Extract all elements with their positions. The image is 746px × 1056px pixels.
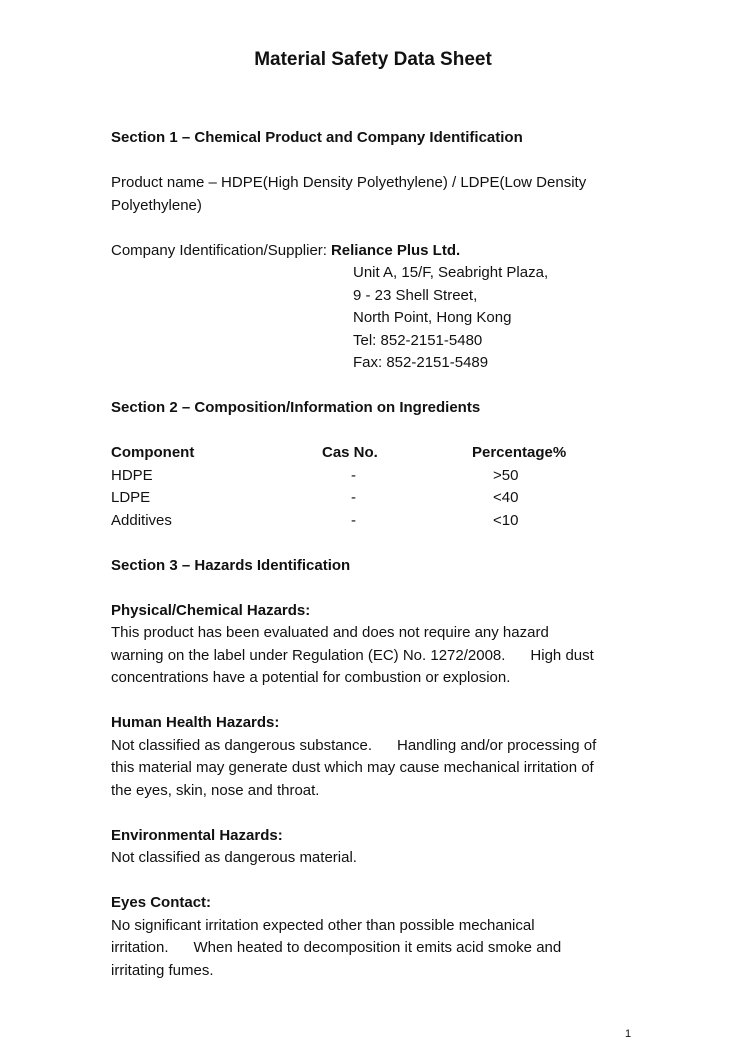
spacer [111, 375, 651, 398]
composition-table-header [111, 442, 651, 465]
address-line: North Point, Hong Kong [353, 309, 512, 326]
environmental-hazards-line: Not classified as dangerous material. [111, 849, 357, 866]
environmental-hazards-title: Environmental Hazards: [111, 826, 283, 844]
physical-hazards-line: This product has been evaluated and does not require any hazard [111, 624, 549, 641]
cas-cell: - [351, 466, 356, 484]
percentage-cell: <40 [493, 489, 519, 506]
table-row [111, 465, 651, 488]
column-header-component: Component [111, 444, 195, 461]
component-cell: LDPE [111, 489, 151, 506]
address-tel: Tel: 852-2151-5480 [353, 331, 483, 349]
supplier-label: Company Identification/Supplier: [111, 241, 327, 259]
human-health-hazards-line: Not classified as dangerous substance. Handling and/or processing of [111, 736, 597, 754]
table-row [111, 510, 651, 533]
section-2-heading: Section 2 – Composition/Information on Ingredients [111, 399, 481, 416]
eyes-contact-line: No significant irritation expected other than possible mechanical [111, 916, 535, 934]
spacer [111, 532, 651, 555]
physical-hazards-line: concentrations have a potential for combustion or explosion. [111, 669, 511, 686]
human-health-hazards-line: the eyes, skin, nose and throat. [111, 781, 320, 799]
spacer [111, 217, 651, 240]
page-number: 1 [625, 1028, 632, 1040]
address-line: Unit A, 15/F, Seabright Plaza, [353, 264, 549, 281]
human-health-hazards-line: this material may generate dust which may cause mechanical irritation of [111, 759, 594, 776]
component-cell: HDPE [111, 466, 153, 484]
spacer [111, 870, 651, 893]
spacer [111, 802, 651, 825]
human-health-hazards-title: Human Health Hazards: [111, 714, 280, 731]
spacer [111, 690, 651, 713]
eyes-contact-line: irritation. When heated to decomposition it emits acid smoke and [111, 939, 562, 956]
address-line: 9 - 23 Shell Street, [353, 286, 478, 304]
column-header-percentage: Percentage% [472, 444, 567, 461]
section-3-heading: Section 3 – Hazards Identification [111, 556, 351, 574]
column-header-cas: Cas No. [322, 444, 378, 461]
component-cell: Additives [111, 511, 172, 529]
spacer [111, 420, 651, 443]
supplier-address [353, 262, 651, 375]
product-name-line-2: Polyethylene) [111, 196, 202, 214]
percentage-cell: >50 [493, 466, 519, 484]
document-content [111, 127, 651, 982]
cas-cell: - [351, 489, 356, 506]
percentage-cell: <10 [493, 511, 519, 529]
eyes-contact-line: irritating fumes. [111, 961, 214, 979]
supplier-row [111, 240, 651, 263]
cas-cell: - [351, 511, 356, 529]
section-1-heading: Section 1 – Chemical Product and Company Identification [111, 129, 523, 146]
product-name-line-1: Product name – HDPE(High Density Polyethylene) / LDPE(Low Density [111, 174, 587, 191]
physical-hazards-title: Physical/Chemical Hazards: [111, 601, 311, 619]
eyes-contact-title: Eyes Contact: [111, 894, 212, 911]
address-fax: Fax: 852-2151-5489 [353, 354, 489, 371]
document-title: Material Safety Data Sheet [254, 49, 492, 70]
table-row [111, 487, 651, 510]
spacer [111, 150, 651, 173]
physical-hazards-line: warning on the label under Regulation (EC) No. 1272/2008. High dust [111, 646, 594, 664]
spacer [111, 577, 651, 600]
supplier-name: Reliance Plus Ltd. [330, 241, 461, 259]
